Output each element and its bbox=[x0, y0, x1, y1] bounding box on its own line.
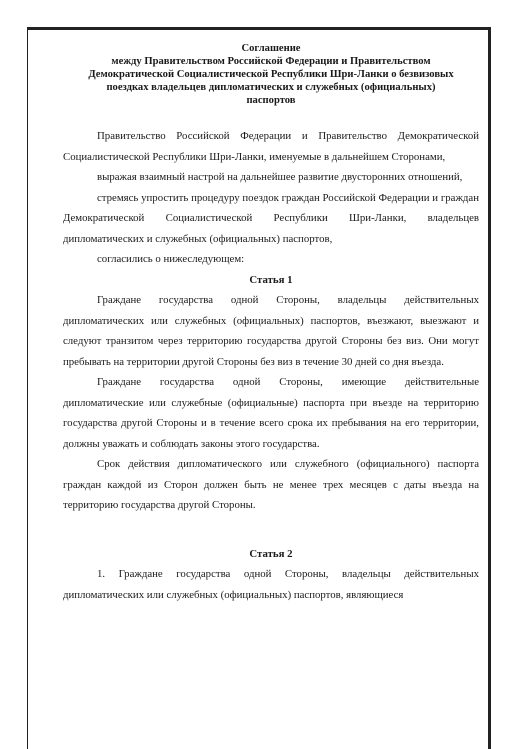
preamble-paragraph-3: стремясь упростить процедуру поездок граждан Российской Федерации и граждан Демократической Социалистической Республики Шри-Ланки, владельцев дипломатических и служебных (официальных) паспортов, bbox=[63, 191, 479, 245]
title-line-1: Соглашение bbox=[241, 43, 301, 54]
title-line-3: Демократической Социалистической Республики Шри-Ланки о безвизовых bbox=[88, 69, 454, 80]
preamble-paragraph-2: выражая взаимный настрой на дальнейшее развитие двусторонних отношений, bbox=[97, 171, 463, 183]
article-1-paragraph-1: Граждане государства одной Стороны, владельцы действительных дипломатических или служебных (официальных) паспортов, въезжают, выезжают и следуют транзитом через территорию государства другой Стороны без виз. Они могут пребывать на территории другой Стороны без виз в течение 30 дней со дня въезда. bbox=[63, 294, 479, 368]
preamble-paragraph-1: Правительство Российской Федерации и Правительство Демократической Социалистической Республики Шри-Ланки, именуемые в дальнейшем Сторонами, bbox=[63, 130, 479, 163]
document-title bbox=[63, 42, 479, 107]
preamble-paragraph-4: согласились о нижеследующем: bbox=[97, 253, 245, 265]
title-line-5: паспортов bbox=[246, 95, 296, 106]
article-2-paragraph-1: 1. Граждане государства одной Стороны, владельцы действительных дипломатических или служебных (официальных) паспортов, являющиеся bbox=[63, 568, 479, 601]
title-line-2: между Правительством Российской Федерации и Правительством bbox=[111, 56, 431, 67]
document-content bbox=[28, 42, 488, 605]
article-1-heading: Статья 1 bbox=[249, 273, 293, 286]
article-2-heading: Статья 2 bbox=[249, 547, 293, 560]
title-line-4: поездках владельцев дипломатических и служебных (официальных) bbox=[106, 82, 436, 93]
article-1-paragraph-2: Граждане государства одной Стороны, имеющие действительные дипломатические или служебные (официальные) паспорта при въезде на территорию государства другой Стороны и в течение всего срока их пребывания на его территории, должны уважать и соблюдать законы этого государства. bbox=[63, 376, 479, 450]
article-1-paragraph-3: Срок действия дипломатического или служебного (официального) паспорта граждан каждой из Сторон должен быть не менее трех месяцев с даты въезда на территорию государства другой Стороны. bbox=[63, 458, 479, 511]
document-page bbox=[27, 27, 491, 749]
